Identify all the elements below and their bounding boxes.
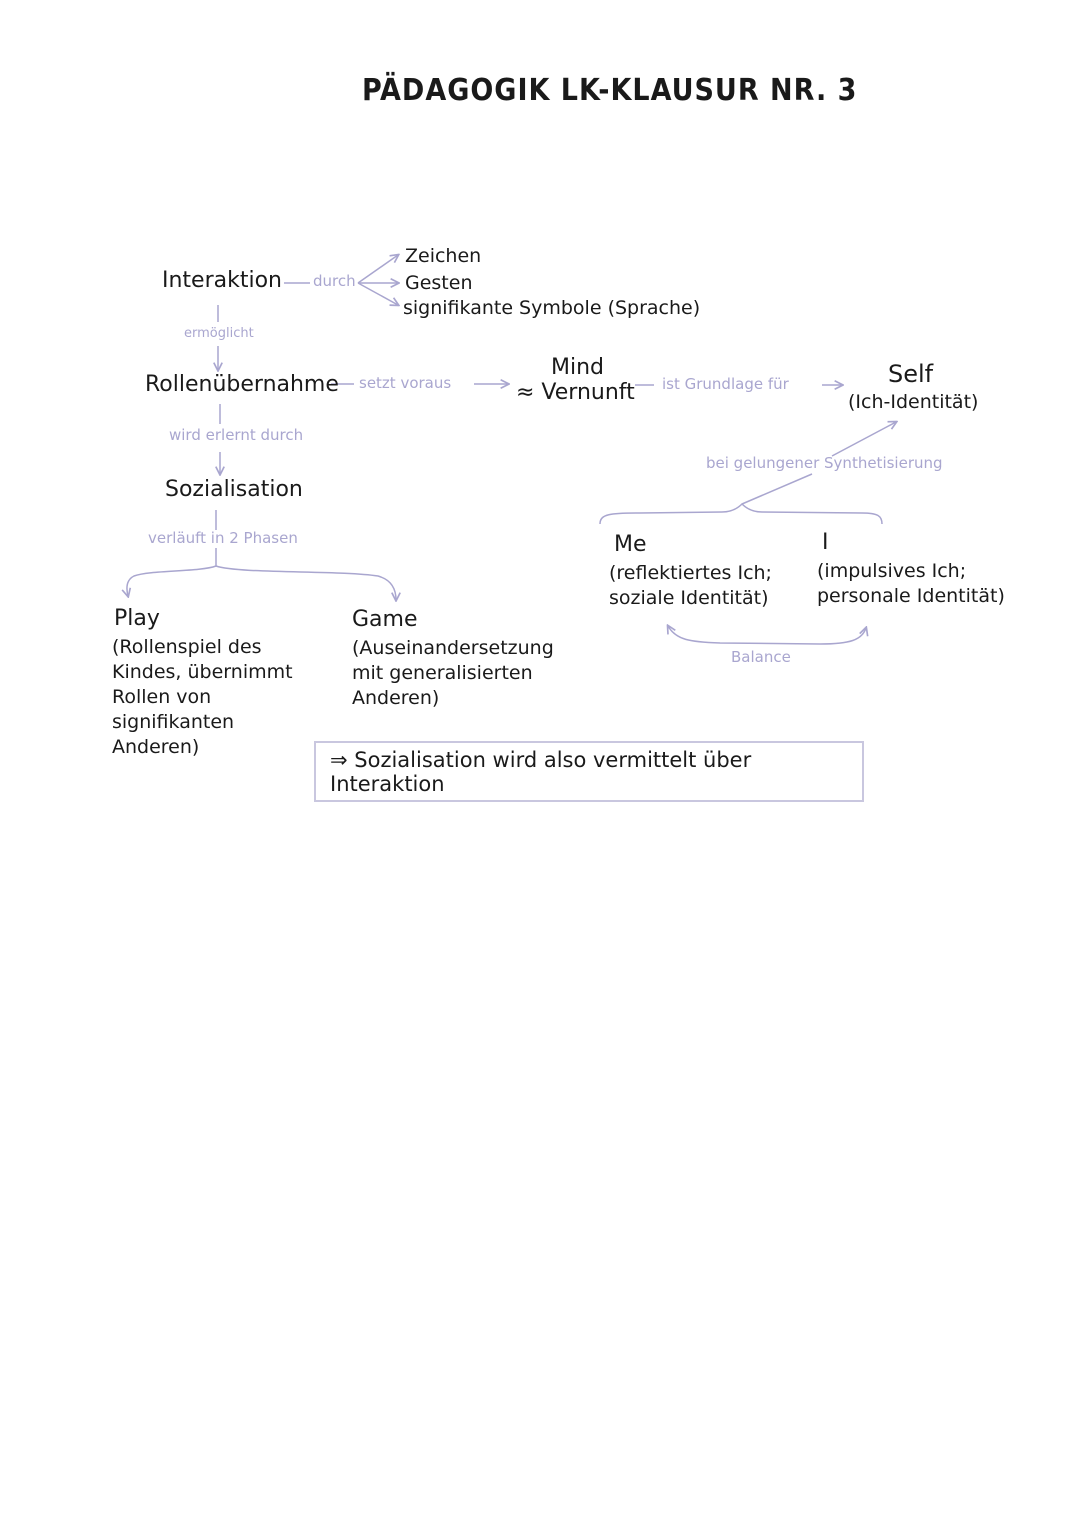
node-mind: Mind bbox=[551, 355, 605, 380]
means-zeichen: Zeichen bbox=[405, 245, 482, 267]
label-ermoeglicht: ermöglicht bbox=[184, 326, 254, 341]
label-durch: durch bbox=[313, 272, 356, 290]
arrow-to-symbole bbox=[358, 283, 398, 305]
balance-arrow bbox=[668, 626, 866, 644]
node-rollenuebernahme: Rollenübernahme bbox=[145, 372, 339, 397]
page-title: PÄDAGOGIK LK-KLAUSUR NR. 3 bbox=[362, 73, 858, 108]
node-sozialisation: Sozialisation bbox=[165, 477, 303, 502]
node-play: Play bbox=[114, 606, 160, 631]
label-synthetisierung: bei gelungener Synthetisierung bbox=[706, 454, 943, 472]
node-i: I bbox=[822, 530, 829, 555]
arrow-to-play bbox=[127, 566, 216, 596]
arrow-to-game bbox=[216, 566, 396, 600]
self-description: (Ich-Identität) bbox=[848, 391, 979, 413]
me-i-brace bbox=[600, 504, 882, 524]
node-game: Game bbox=[352, 607, 418, 632]
means-symbole: signifikante Symbole (Sprache) bbox=[403, 297, 701, 319]
means-gesten: Gesten bbox=[405, 272, 473, 294]
label-wird-erlernt: wird erlernt durch bbox=[169, 426, 304, 444]
play-description: (Rollenspiel des Kindes, übernimmt Rollen von signifikanten Anderen) bbox=[112, 636, 293, 759]
synthesis-line-1 bbox=[742, 474, 812, 504]
label-setzt-voraus: setzt voraus bbox=[359, 374, 452, 392]
arrow-synthesis-to-self bbox=[832, 422, 896, 456]
conclusion-text: ⇒ Sozialisation wird also vermittelt über Interaktion bbox=[330, 747, 752, 796]
game-description: (Auseinandersetzung mit generalisierten Anderen) bbox=[352, 637, 554, 710]
me-description: (reflektiertes Ich; soziale Identität) bbox=[609, 562, 772, 610]
i-description: (impulsives Ich; personale Identität) bbox=[817, 560, 1005, 608]
node-interaktion: Interaktion bbox=[162, 268, 283, 293]
label-grundlage: ist Grundlage für bbox=[662, 375, 789, 393]
label-verlaeuft: verläuft in 2 Phasen bbox=[148, 529, 298, 547]
label-balance: Balance bbox=[731, 648, 791, 666]
node-me: Me bbox=[614, 532, 647, 557]
arrow-to-zeichen bbox=[358, 255, 398, 283]
node-self: Self bbox=[888, 360, 934, 388]
conclusion-box bbox=[314, 741, 864, 802]
node-vernunft: ≈ Vernunft bbox=[516, 380, 635, 405]
